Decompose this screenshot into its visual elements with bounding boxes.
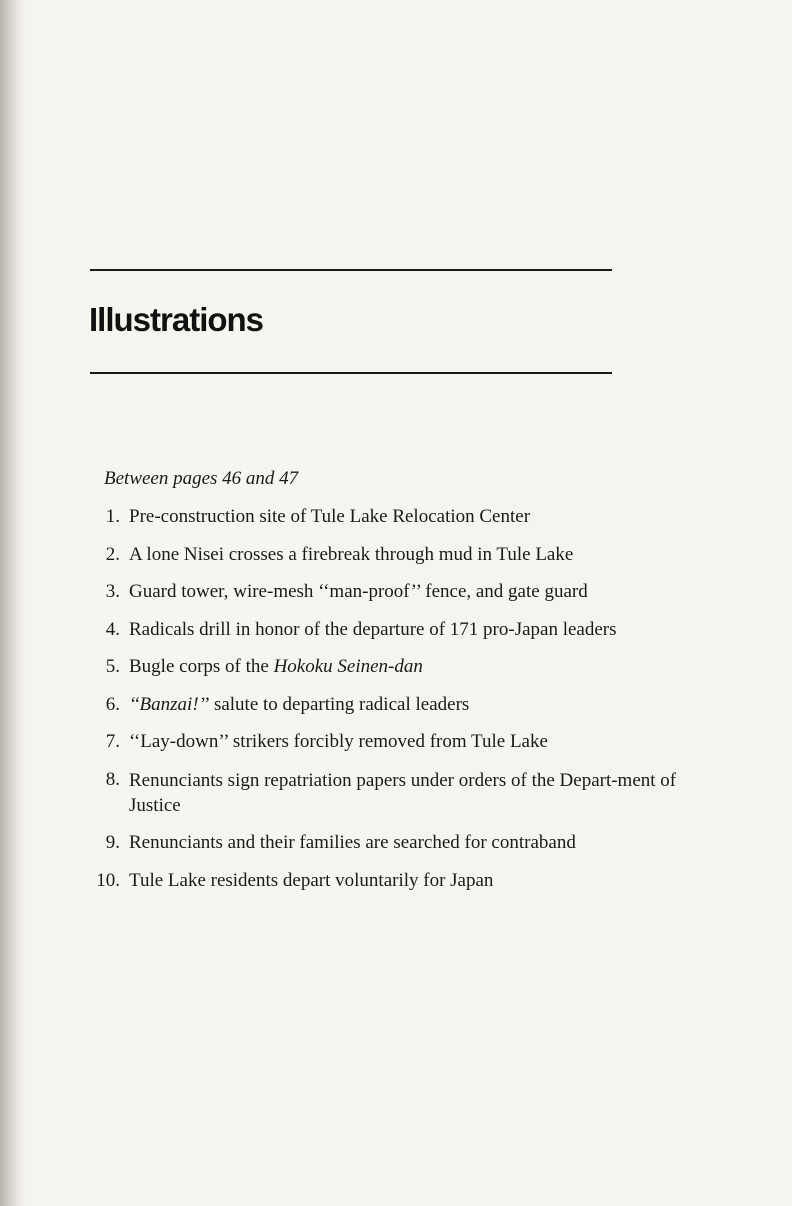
item-number: 1. <box>105 506 120 527</box>
item-number: 6. <box>105 693 120 715</box>
item-text: Pre-construction site of Tule Lake Relocation Center <box>129 506 531 527</box>
section-note: Between pages 46 and 47 <box>104 468 299 489</box>
list-item <box>88 869 698 893</box>
list-item <box>88 693 698 717</box>
list-item <box>88 831 698 855</box>
list-item <box>88 543 698 567</box>
item-text: Radicals drill in honor of the departure of 171 pro-Japan leaders <box>129 618 617 640</box>
item-text: Renunciants and their families are searched for contraband <box>129 832 576 853</box>
list-item <box>88 730 698 754</box>
list-item <box>88 505 698 529</box>
item-text: A lone Nisei crosses a firebreak through mud in Tule Lake <box>129 543 574 565</box>
item-number: 8. <box>105 768 120 790</box>
list-item <box>88 618 698 642</box>
top-rule <box>90 269 612 271</box>
list-item <box>88 580 698 604</box>
item-number: 10. <box>96 869 120 891</box>
item-number: 9. <box>105 832 120 853</box>
bottom-rule <box>90 372 612 374</box>
item-text: Renunciants sign repatriation papers under orders of the Depart-ment of Justice <box>129 769 677 816</box>
item-number: 3. <box>105 581 120 602</box>
list-item <box>88 655 698 679</box>
item-number: 2. <box>105 543 120 565</box>
item-text: Tule Lake residents depart voluntarily for Japan <box>129 869 494 891</box>
item-text: Guard tower, wire-mesh ‘‘man-proof’’ fence, and gate guard <box>129 581 588 602</box>
item-text: ‘‘Lay-down’’ strikers forcibly removed from Tule Lake <box>129 731 548 752</box>
item-text: Bugle corps of the Hokoku Seinen-dan <box>129 656 423 677</box>
page-title: Illustrations <box>89 301 264 338</box>
item-number: 5. <box>105 656 120 677</box>
page-gutter-shadow <box>0 0 26 1206</box>
item-number: 7. <box>105 731 120 752</box>
illustrations-list <box>88 505 698 906</box>
list-item <box>88 768 698 818</box>
item-number: 4. <box>105 618 120 640</box>
item-text: ‘‘Banzai!’’ salute to departing radical leaders <box>129 693 470 715</box>
